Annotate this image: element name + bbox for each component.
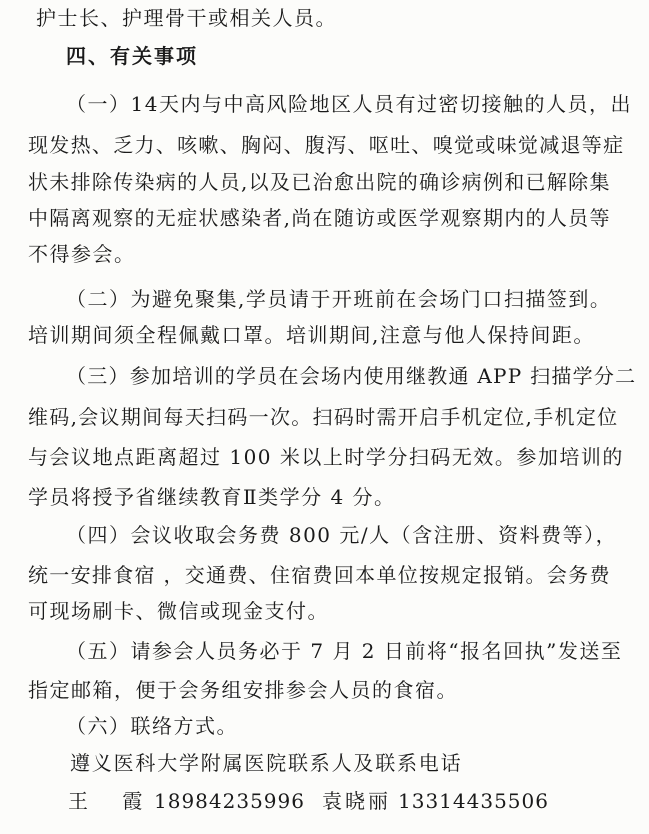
item1-line-1: （一）14天内与中高风险地区人员有过密切接触的人员，出 (66, 92, 632, 116)
contacts-org-line: 遵义医科大学附属医院联系人及联系电话 (70, 751, 463, 775)
item3-line-1: （三）参加培训的学员在会场内使用继教通 APP 扫描学分二 (66, 364, 637, 388)
item3-line-2: 维码,会议期间每天扫码一次。扫码时需开启手机定位,手机定位 (28, 405, 619, 429)
item4-line-2: 统一安排食宿 ，交通费、住宿费回本单位按规定报销。会务费 (28, 563, 611, 587)
section-heading: 四、有关事项 (66, 44, 198, 68)
item2-line-2: 培训期间须全程佩戴口罩。培训期间,注意与他人保持间距。 (28, 323, 595, 347)
item5-line-1: （五）请参会人员务必于 7 月 2 日前将“报名回执”发送至 (66, 639, 623, 663)
item1-line-2: 现发热、乏力、咳嗽、胸闷、腹泻、呕吐、嗅觉或味觉减退等症 (28, 133, 625, 157)
item1-line-5: 不得参会。 (28, 242, 136, 266)
item3-line-3: 与会议地点距离超过 100 米以上时学分扫码无效。参加培训的 (28, 445, 624, 469)
item1-line-3: 状未排除传染病的人员,以及已治愈出院的确诊病例和已解除集 (28, 170, 611, 194)
continuation-line: 护士长、护理骨干或相关人员。 (36, 6, 337, 30)
item5-line-2: 指定邮箱，便于会务组安排参会人员的食宿。 (28, 678, 458, 702)
item6-label: （六）联络方式。 (66, 714, 238, 738)
item4-line-3: 可现场刷卡、微信或现金支付。 (28, 599, 329, 623)
contact-name-2: 袁晓丽 (322, 789, 391, 813)
item2-line-1: （二）为避免聚集,学员请于开班前在会场门口扫描签到。 (66, 287, 612, 311)
contact-phone-1: 18984235996 (154, 789, 305, 813)
contact-phone-2: 13314435506 (398, 789, 549, 813)
item4-line-1: （四）会议收取会务费 800 元/人（含注册、资料费等）， (66, 523, 618, 547)
contact-name-1: 王 霞 (68, 789, 157, 813)
item3-line-4: 学员将授予省继续教育Ⅱ类学分 4 分。 (28, 485, 396, 509)
item1-line-4: 中隔离观察的无症状感染者,尚在随访或医学观察期内的人员等 (28, 206, 611, 230)
